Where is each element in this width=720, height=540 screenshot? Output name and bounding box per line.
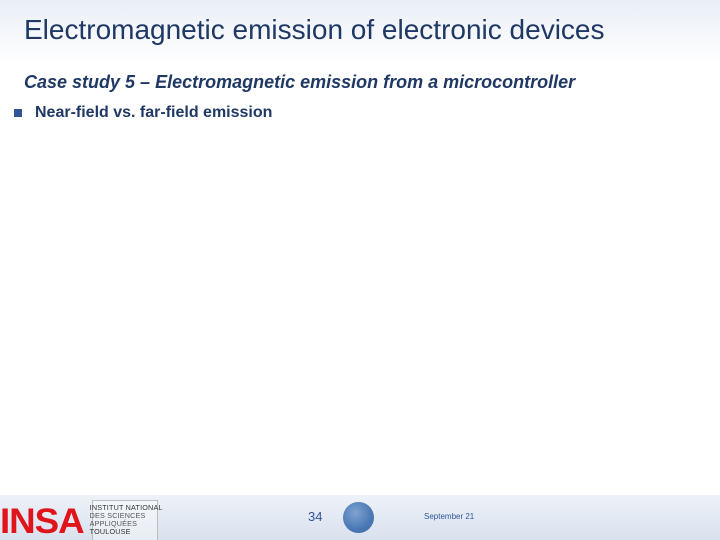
slide-title: Electromagnetic emission of electronic devices xyxy=(24,14,605,45)
page-number: 34 xyxy=(308,509,323,524)
logo-line: TOULOUSE xyxy=(89,527,131,536)
footer-date: September 21 xyxy=(424,512,475,521)
logo-line: APPLIQUÉES xyxy=(89,519,138,528)
insa-logo xyxy=(0,503,163,540)
logo-line: INSTITUT NATIONAL xyxy=(89,503,163,512)
bullet-item xyxy=(14,104,272,122)
logo-line: DES SCIENCES xyxy=(89,511,146,520)
bullet-text: Near-field vs. far-field emission xyxy=(35,104,273,121)
bullet-square-icon xyxy=(14,109,22,117)
logo-mark: INSA xyxy=(0,502,84,540)
circle-icon xyxy=(343,502,374,533)
logo-text xyxy=(90,504,163,536)
slide-subtitle: Case study 5 – Electromagnetic emission from a microcontroller xyxy=(24,72,576,92)
